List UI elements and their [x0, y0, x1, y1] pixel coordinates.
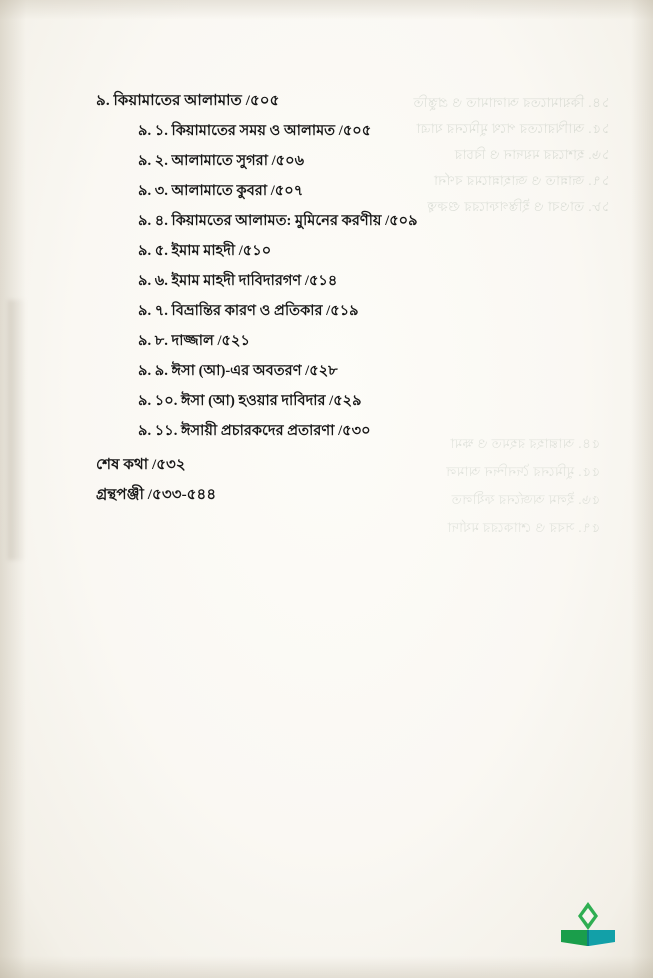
table-of-contents [96, 86, 566, 510]
toc-entry: ৯. ৪. কিয়ামতের আলামত: মুমিনের করণীয় /৫০৯ [138, 213, 418, 229]
publisher-logo-icon [559, 900, 617, 950]
toc-entry: শেষ কথা /৫৩২ [96, 456, 186, 473]
toc-entry: ৯. ১১. ঈসায়ী প্রচারকদের প্রতারণা /৫৩০ [138, 423, 371, 439]
toc-entry: ৯. ৩. আলামাতে কুবরা /৫০৭ [138, 183, 304, 199]
toc-entry: ৯. ৫. ইমাম মাহদী /৫১০ [138, 243, 272, 259]
toc-entry: ৯. ৮. দাজ্জাল /৫২১ [138, 333, 250, 349]
toc-entry: ৯. ১০. ঈসা (আ) হওয়ার দাবিদার /৫২৯ [138, 393, 362, 409]
toc-entry: ৯. ৭. বিভ্রান্তির কারণ ও প্রতিকার /৫১৯ [138, 303, 359, 319]
toc-entry: ৯. ৯. ঈসা (আ)-এর অবতরণ /৫২৮ [138, 363, 338, 379]
bleed-through-text-upper: ১৪. কিয়ামাতের আলামাত ও প্রস্তুতি ১৫. আখিরাতের পথে মুমিনের যাত্রা ১৬. হাশরের ময়দান ও বিচার ১৭. জান্নাত ও জাহান্নামের বর্ণনা ১৮. তাওবা ও ইস্তিগফারের গুরুত্ব [413, 95, 610, 214]
toc-entry: গ্রন্থপঞ্জী /৫৩৩-৫৪৪ [96, 486, 217, 503]
toc-entry: ৯. কিয়ামাতের আলামাত /৫০৫ [96, 92, 280, 109]
toc-entry: ৯. ২. আলামাতে সুগরা /৫০৬ [138, 153, 305, 169]
toc-entry: ৯. ৬. ইমাম মাহদী দাবিদারগণ /৫১৪ [138, 273, 338, 289]
toc-entry: ৯. ১. কিয়ামাতের সময় ও আলামত /৫০৫ [138, 123, 372, 139]
bleed-through-text-lower: ৫৪. আল্লাহর রহমত ও ক্ষমা ৫৫. মুমিনের দৈনন্দিন আমল ৫৬. ইলম অর্জনের ফযীলত ৫৭. সবর ও শোকরের মর্যাদা [445, 436, 600, 535]
